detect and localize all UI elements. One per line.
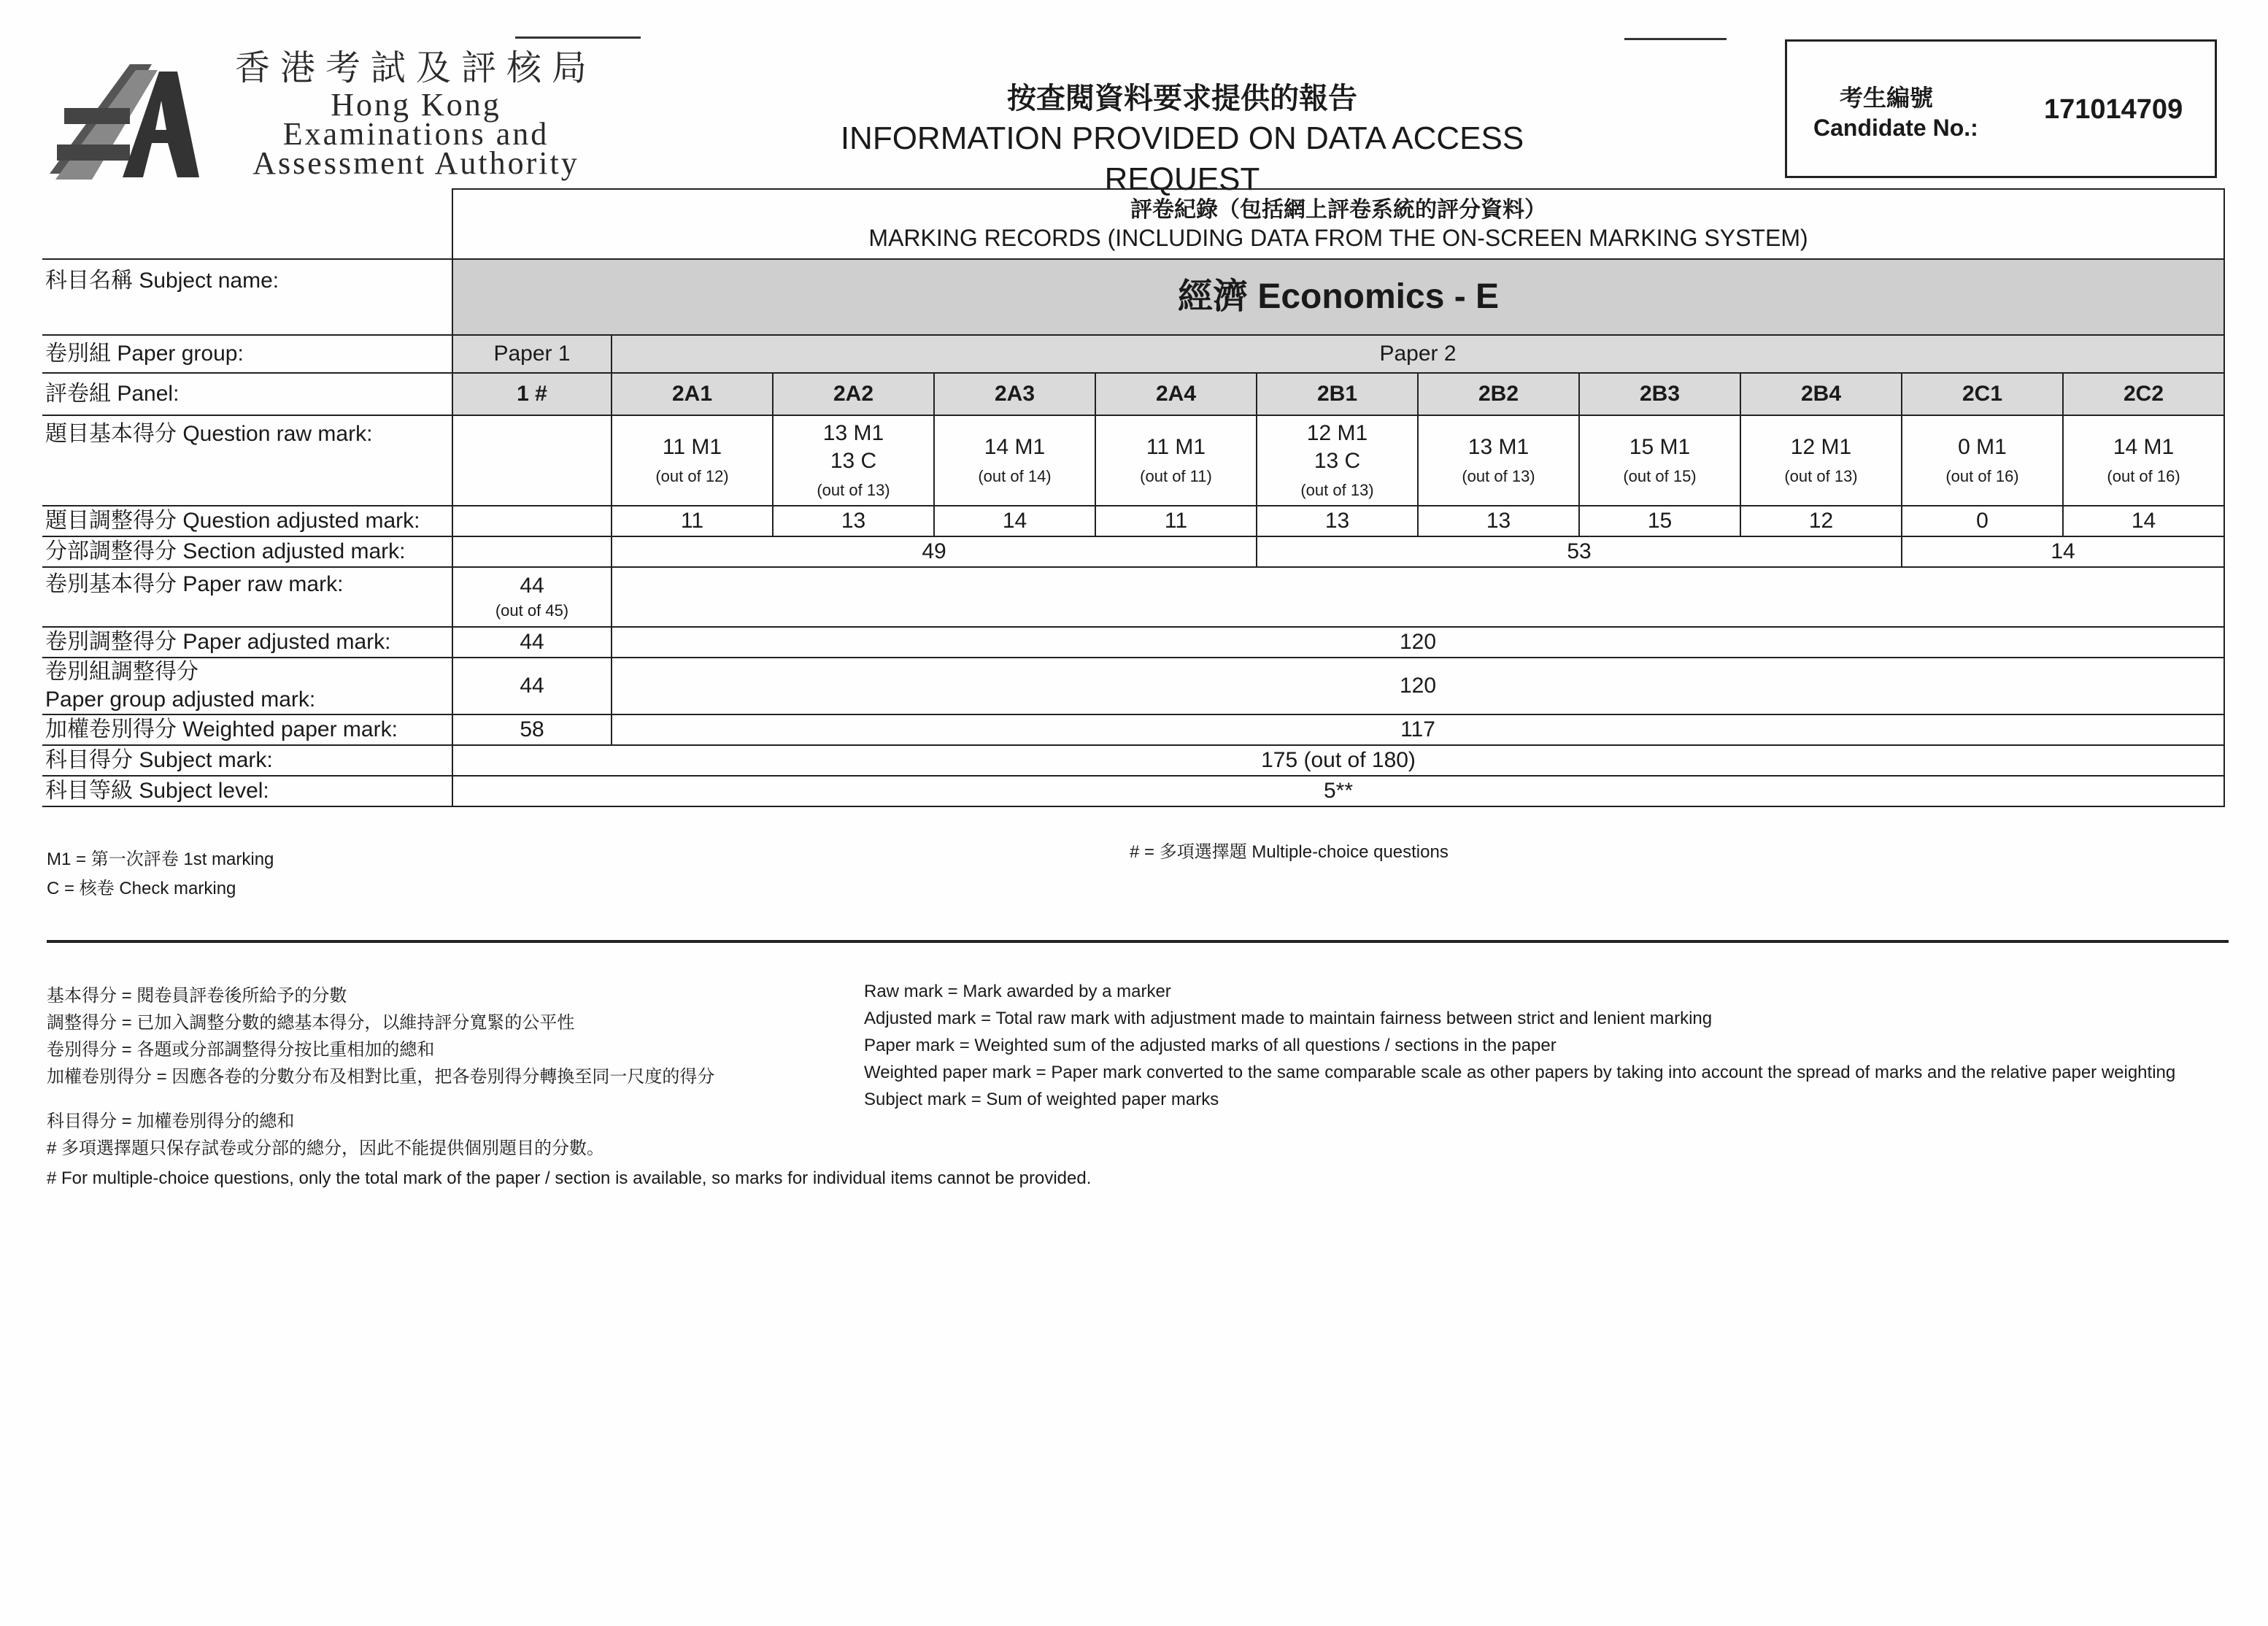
- hkeaa-logo: [42, 57, 203, 185]
- paper-group-adjusted-label: [42, 658, 452, 714]
- section-adjusted-cell: [452, 536, 612, 567]
- question-raw-cell: [452, 415, 612, 506]
- paper-1-raw-out-of: (out of 45): [495, 601, 569, 620]
- panel-name: 2A4: [1095, 373, 1257, 415]
- panel-name: 2A3: [934, 373, 1095, 415]
- definitions-zh: [47, 982, 835, 1162]
- question-adjusted-cell: 13: [773, 506, 934, 536]
- paper-raw-label: 卷別基本得分 Paper raw mark:: [42, 567, 452, 627]
- table-heading-zh: 評卷紀錄（包括網上評卷系統的評分資料）: [1130, 198, 1547, 222]
- report-title: [774, 79, 1591, 200]
- definition-en: Paper mark = Weighted sum of the adjusted marks of all questions / sections in the paper: [864, 1036, 1557, 1055]
- table-heading-en: MARKING RECORDS (INCLUDING DATA FROM THE ON-SCREEN MARKING SYSTEM): [868, 225, 1808, 251]
- subject-mark-row: [42, 745, 2224, 776]
- paper-group-row: [42, 335, 2224, 373]
- paper-2-raw-cell: [612, 567, 2224, 627]
- candidate-label-en: Candidate No.:: [1813, 115, 1978, 141]
- org-name-en-line2: Examinations and: [282, 116, 549, 152]
- paper-group-adjusted-label-en: Paper group adjusted mark:: [45, 687, 316, 712]
- candidate-box: [1785, 39, 2217, 178]
- org-name-zh: 香港考試及評核局: [234, 49, 597, 88]
- table-heading-row: [42, 189, 2224, 259]
- raw-mark: 13 M1: [822, 421, 884, 445]
- question-raw-cell: [612, 415, 773, 506]
- raw-mark-check: 13 C: [1314, 449, 1361, 473]
- org-name-en-line1: Hong Kong: [331, 87, 501, 123]
- org-name-en-line3: Assessment Authority: [252, 145, 579, 181]
- panel-name: 2B4: [1740, 373, 1902, 415]
- definition-zh: 基本得分 = 閱卷員評卷後所給予的分數: [47, 986, 347, 1006]
- definitions-en: [864, 978, 2221, 1113]
- definition-en: Subject mark = Sum of weighted paper marks: [864, 1090, 1219, 1109]
- panel-name: 2B2: [1418, 373, 1579, 415]
- top-rule-right: [1624, 38, 1727, 40]
- raw-out-of: (out of 13): [817, 481, 890, 499]
- question-raw-row: [42, 415, 2224, 506]
- question-adjusted-cell: 15: [1579, 506, 1740, 536]
- definition-en: Adjusted mark = Total raw mark with adjustment made to maintain fairness between strict and lenient marking: [864, 1009, 1713, 1028]
- paper-group-adjusted-row: [42, 658, 2224, 714]
- section-divider: [47, 940, 2229, 943]
- paper-1-adjusted: 44: [452, 627, 612, 658]
- definition-zh: 科目得分 = 加權卷別得分的總和: [47, 1111, 295, 1131]
- question-adjusted-cell: [452, 506, 612, 536]
- candidate-label-zh: 考生編號: [1840, 85, 1934, 111]
- raw-out-of: (out of 16): [1945, 467, 2019, 485]
- table-heading: [452, 189, 2224, 259]
- question-raw-cell: [773, 415, 934, 506]
- raw-out-of: (out of 16): [2107, 467, 2180, 485]
- question-adjusted-cell: 12: [1740, 506, 1902, 536]
- subject-level-label: 科目等級 Subject level:: [42, 776, 452, 806]
- question-adjusted-cell: 0: [1902, 506, 2063, 536]
- question-raw-cell: [1257, 415, 1418, 506]
- definition-en: Weighted paper mark = Paper mark converted to the same comparable scale as other papers by taking into account the spread of marks and the relative paper weighting: [864, 1063, 2176, 1082]
- legend-c: C = 核卷 Check marking: [47, 879, 236, 898]
- raw-mark: 15 M1: [1629, 435, 1691, 459]
- top-rule-left: [515, 36, 641, 39]
- raw-mark: 12 M1: [1790, 435, 1852, 459]
- question-adjusted-cell: 14: [934, 506, 1095, 536]
- raw-mark: 12 M1: [1306, 421, 1368, 445]
- paper-2-group-adjusted: 120: [612, 658, 2224, 714]
- raw-mark: 11 M1: [662, 435, 722, 459]
- paper-adjusted-row: [42, 627, 2224, 658]
- raw-mark: 14 M1: [2113, 435, 2175, 459]
- question-raw-cell: [1902, 415, 2063, 506]
- question-adjusted-cell: 11: [1095, 506, 1257, 536]
- legend-hash: # = 多項選擇題 Multiple-choice questions: [1130, 842, 1449, 862]
- section-adjusted-row: [42, 536, 2224, 567]
- question-adjusted-row: [42, 506, 2224, 536]
- panel-row: [42, 373, 2224, 415]
- legend-marking: [47, 845, 274, 903]
- panel-name: 2A2: [773, 373, 934, 415]
- question-adjusted-cell: 13: [1418, 506, 1579, 536]
- question-raw-cell: [1740, 415, 1902, 506]
- paper-1-raw-cell: [452, 567, 612, 627]
- question-raw-cell: [934, 415, 1095, 506]
- panel-name: 2B3: [1579, 373, 1740, 415]
- subject-level-row: [42, 776, 2224, 806]
- definition-zh: 加權卷別得分 = 因應各卷的分數分布及相對比重，把各卷別得分轉換至同一尺度的得分: [47, 1067, 715, 1087]
- panel-name: 2B1: [1257, 373, 1418, 415]
- raw-mark-check: 13 C: [830, 449, 877, 473]
- question-raw-cell: [1579, 415, 1740, 506]
- question-adjusted-cell: 14: [2063, 506, 2224, 536]
- panel-name: 1 #: [452, 373, 612, 415]
- question-adjusted-cell: 13: [1257, 506, 1418, 536]
- panel-label: 評卷組 Panel:: [42, 373, 452, 415]
- raw-mark: 13 M1: [1467, 435, 1530, 459]
- subject-name: 經濟 Economics - E: [452, 259, 2224, 335]
- raw-out-of: (out of 13): [1784, 467, 1858, 485]
- question-raw-cell: [1418, 415, 1579, 506]
- hkeaa-logo-icon: [42, 57, 203, 185]
- org-name: [212, 47, 620, 181]
- subject-row: [42, 259, 2224, 335]
- paper-group-adjusted-label-zh: 卷別組調整得分: [45, 660, 198, 684]
- paper-adjusted-label: 卷別調整得分 Paper adjusted mark:: [42, 627, 452, 658]
- question-adjusted-label: 題目調整得分 Question adjusted mark:: [42, 506, 452, 536]
- marking-records-table: [42, 188, 2225, 807]
- panel-name: 2C1: [1902, 373, 2063, 415]
- paper-2-header: Paper 2: [612, 335, 2224, 373]
- subject-mark: 175 (out of 180): [452, 745, 2224, 776]
- raw-out-of: (out of 13): [1462, 467, 1535, 485]
- section-c-adjusted: 14: [1902, 536, 2224, 567]
- subject-level: 5**: [452, 776, 2224, 806]
- weighted-row: [42, 714, 2224, 745]
- raw-out-of: (out of 15): [1623, 467, 1697, 485]
- raw-out-of: (out of 14): [978, 467, 1052, 485]
- section-adjusted-label: 分部調整得分 Section adjusted mark:: [42, 536, 452, 567]
- definition-zh: 卷別得分 = 各題或分部調整得分按比重相加的總和: [47, 1040, 435, 1060]
- panel-name: 2A1: [612, 373, 773, 415]
- question-raw-label: 題目基本得分 Question raw mark:: [42, 415, 452, 506]
- question-raw-cell: [1095, 415, 1257, 506]
- subject-name-label: 科目名稱 Subject name:: [42, 259, 452, 335]
- raw-mark: 0 M1: [1958, 435, 2007, 459]
- raw-out-of: (out of 13): [1300, 481, 1374, 499]
- report-title-en: INFORMATION PROVIDED ON DATA ACCESS REQUEST: [840, 120, 1524, 197]
- definition-zh: # 多項選擇題只保存試卷或分部的總分，因此不能提供個別題目的分數。: [47, 1138, 605, 1158]
- section-b-adjusted: 53: [1257, 536, 1902, 567]
- report-title-zh: 按查閱資料要求提供的報告: [1007, 82, 1357, 115]
- paper-1-raw: 44: [520, 574, 544, 598]
- weighted-label: 加權卷別得分 Weighted paper mark:: [42, 714, 452, 745]
- raw-out-of: (out of 11): [1140, 467, 1212, 485]
- raw-out-of: (out of 12): [655, 467, 729, 485]
- paper-2-weighted: 117: [612, 714, 2224, 745]
- paper-1-header: Paper 1: [452, 335, 612, 373]
- paper-1-weighted: 58: [452, 714, 612, 745]
- footnote-en: # For multiple-choice questions, only the total mark of the paper / section is available, so marks for individual items cannot be provided.: [47, 1168, 1092, 1188]
- paper-raw-row: [42, 567, 2224, 627]
- question-raw-cell: [2063, 415, 2224, 506]
- paper-group-label: 卷別組 Paper group:: [42, 335, 452, 373]
- section-a-adjusted: 49: [612, 536, 1257, 567]
- definition-en: Raw mark = Mark awarded by a marker: [864, 982, 1171, 1001]
- panel-name: 2C2: [2063, 373, 2224, 415]
- candidate-number: 171014709: [2044, 94, 2183, 125]
- paper-1-group-adjusted: 44: [452, 658, 612, 714]
- raw-mark: 14 M1: [984, 435, 1046, 459]
- question-adjusted-cell: 11: [612, 506, 773, 536]
- raw-mark: 11 M1: [1146, 435, 1206, 459]
- subject-mark-label: 科目得分 Subject mark:: [42, 745, 452, 776]
- definition-zh: 調整得分 = 已加入調整分數的總基本得分，以維持評分寬緊的公平性: [47, 1013, 575, 1033]
- paper-2-adjusted: 120: [612, 627, 2224, 658]
- legend-m1: M1 = 第一次評卷 1st marking: [47, 849, 274, 869]
